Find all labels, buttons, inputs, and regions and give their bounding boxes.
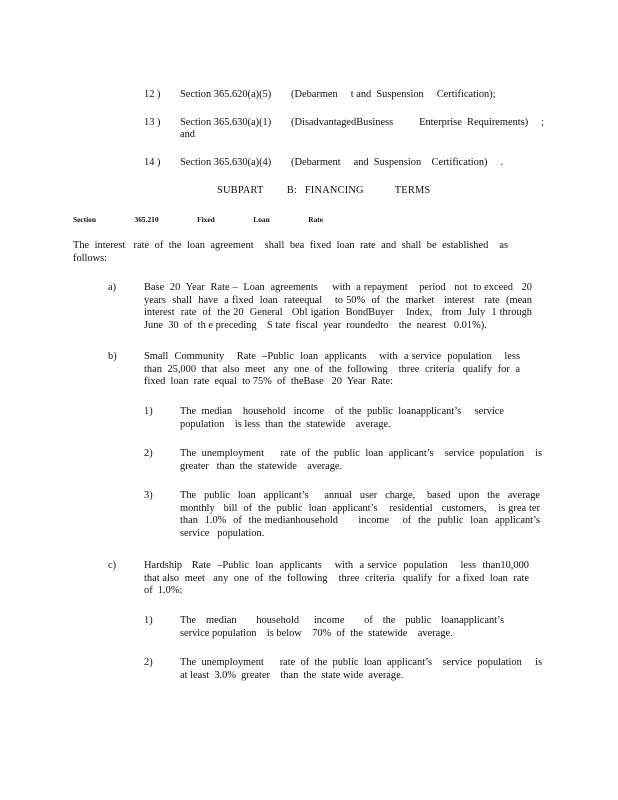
subitem-label: 2)	[144, 448, 153, 459]
subitem-text: The median household income of the public loanapplicant’s service population is less than the statewide average.	[180, 406, 507, 430]
list-number: 12 )	[144, 89, 161, 100]
subitem-label: 3)	[144, 490, 153, 501]
subitem-text: The public loan applicant’s annual user charge, based upon the average monthly bill of the public loan applicant’s residential customers, is grea ter than 1.0% of the medianhousehold income of the public loan applicant’s service population.	[180, 490, 543, 539]
subpart-heading: SUBPART B: FINANCING TERMS	[217, 185, 431, 196]
item-label: c)	[108, 560, 117, 571]
item-text: Small Community Rate –Public loan applicants with a service population less than 25,000 that also meet any one of the following three criteria qualify for a fixed loan rate equal to 75% of theBase 20 Year Rate:	[144, 351, 523, 388]
section-reference: Section 365.620(a)(5)	[180, 89, 272, 100]
item-label: a)	[108, 282, 117, 293]
intro-paragraph: The interest rate of the loan agreement shall bea fixed loan rate and shall be established as follows:	[73, 240, 511, 264]
section-description: (DisadvantagedBusiness Enterprise Requirements) ;	[291, 117, 545, 128]
section-description: (Debarmen t and Suspension Certification);	[291, 89, 496, 100]
section-description-continuation: and	[180, 129, 196, 140]
section-reference: Section 365.630(a)(4)	[180, 157, 272, 168]
subitem-label: 2)	[144, 657, 153, 668]
subitem-label: 1)	[144, 615, 153, 626]
subitem-text: The median household income of the public loanapplicant’s service population is below 70% of the statewide average.	[180, 615, 520, 639]
subitem-text: The unemployment rate of the public loan applicant’s service population is greater than the statewide average.	[180, 448, 545, 472]
item-text: Base 20 Year Rate – Loan agreements with a repayment period not to exceed 20 years shall have a fixed loan rateequal to 50% of the market interest rate (mean interest rate of the 20 General Obl igation BondBuyer Index, from July 1 through June 30 of th e preceding S tate fiscal year roundedto the nearest 0.01%).	[144, 282, 535, 331]
subitem-label: 1)	[144, 406, 153, 417]
item-label: b)	[108, 351, 117, 362]
section-description: (Debarment and Suspension Certification) .	[291, 157, 504, 168]
list-number: 13 )	[144, 117, 161, 128]
subitem-text: The unemployment rate of the public loan applicant’s service population is at least 3.0% greater than the state wide average.	[180, 657, 545, 681]
item-text: Hardship Rate –Public loan applicants with a service population less than10,000 that also meet any one of the following three criteria qualify for a fixed loan rate of 1.0%:	[144, 560, 532, 597]
section-title: Section 365.210 Fixed Loan Rate	[73, 215, 324, 224]
section-reference: Section 365.630(a)(1)	[180, 117, 272, 128]
list-number: 14 )	[144, 157, 161, 168]
